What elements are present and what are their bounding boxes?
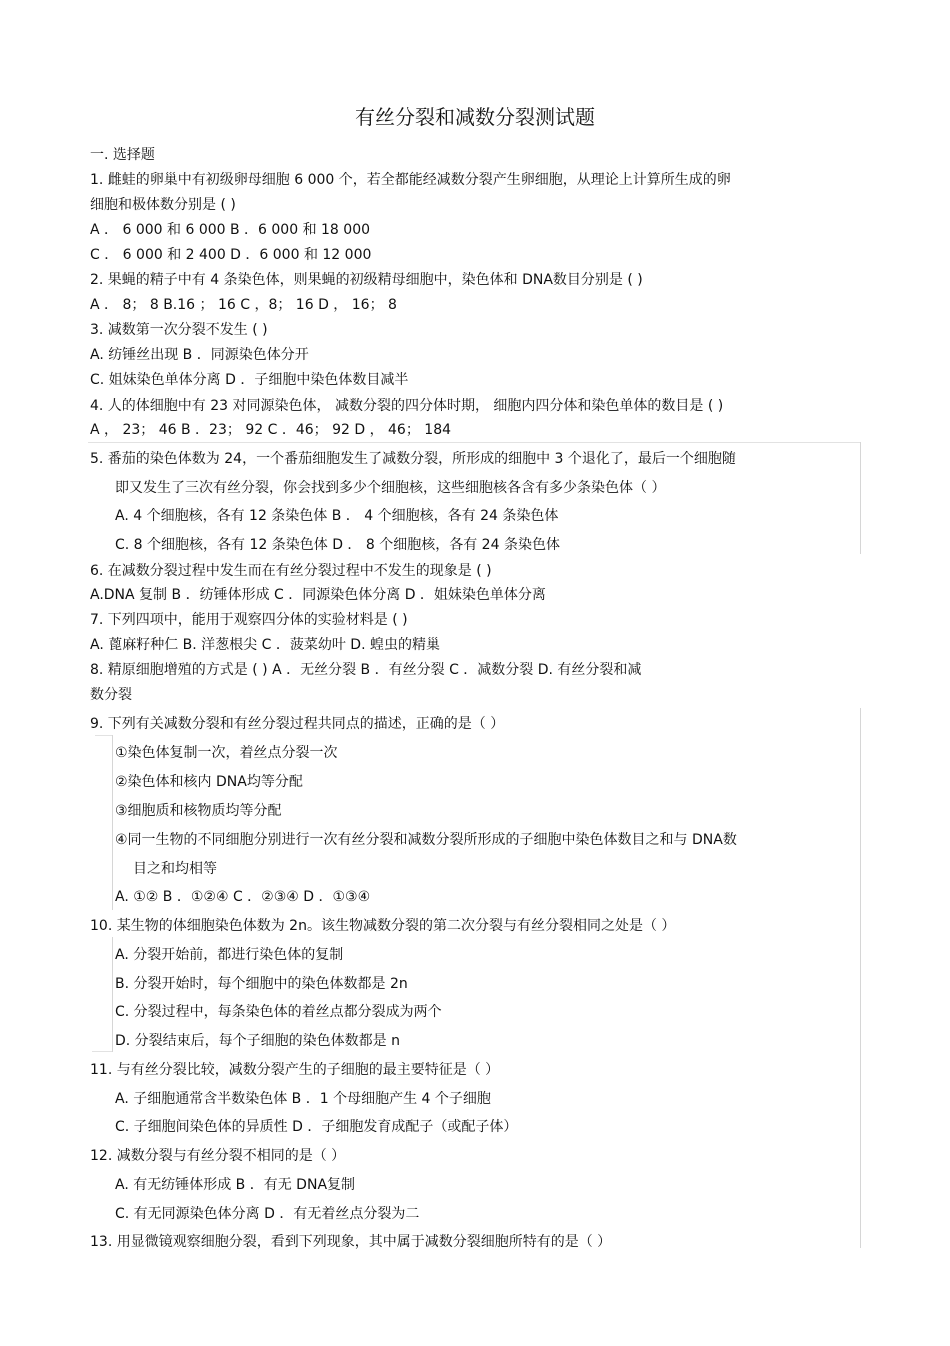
page-title: 有丝分裂和减数分裂测试题 [355,105,595,129]
frame-line-left-q10 [112,937,113,1052]
q5-stem-cont: 即又发生了三次有丝分裂，你会找到多少个细胞核，这些细胞核各含有多少条染色体（ ） [115,480,666,496]
q10-stem: 10. 某生物的体细胞染色体数为 2n。该生物减数分裂的第二次分裂与有丝分裂相同之处是（ ） [90,918,676,934]
q11-options-ab: A. 子细胞通常含半数染色体 B ．1 个母细胞产生 4 个子细胞 [115,1091,491,1107]
q8-stem-cont: 数分裂 [90,687,132,703]
q12-stem: 12. 减数分裂与有丝分裂不相同的是（ ） [90,1148,346,1164]
q3-stem: 3. 减数第一次分裂不发生 ( ) [90,322,268,338]
q10-option-a: A. 分裂开始前，都进行染色体的复制 [115,947,344,963]
q9-item-3: ③细胞质和核物质均等分配 [115,803,282,819]
frame-line-right-q9 [860,708,861,1248]
q1-stem: 1. 雌蛙的卵巢中有初级卵母细胞 6 000 个，若全都能经减数分裂产生卵细胞，从理论上计算所生成的卵 [90,172,731,188]
q12-options-cd: C. 有无同源染色体分离 D ．有无着丝点分裂为二 [115,1206,420,1222]
q1-options-cd: C ． 6 000 和 2 400 D ．6 000 和 12 000 [90,247,372,263]
q10-option-d: D. 分裂结束后，每个子细胞的染色体数都是 n [115,1033,401,1049]
frame-line-left-q9 [112,735,113,910]
q6-stem: 6. 在减数分裂过程中发生而在有丝分裂过程中不发生的现象是 ( ) [90,563,492,579]
q2-options: A ． 8； 8 B.16 ； 16 C ，8； 16 D ， 16； 8 [90,297,397,313]
q8-stem: 8. 精原细胞增殖的方式是 ( ) A ．无丝分裂 B ．有丝分裂 C ．减数分裂 D. 有丝分裂和减 [90,662,642,678]
section-heading: 一. 选择题 [90,147,155,163]
q12-options-ab: A. 有无纺锤体形成 B ．有无 DNA复制 [115,1177,356,1193]
q9-item-2: ②染色体和核内 DNA均等分配 [115,774,303,790]
q7-options: A. 蓖麻籽种仁 B. 洋葱根尖 C ．菠菜幼叶 D. 蝗虫的精巢 [90,637,440,653]
q9-stem: 9. 下列有关减数分裂和有丝分裂过程共同点的描述，正确的是（ ） [90,716,505,732]
q5-options-ab: A. 4 个细胞核，各有 12 条染色体 B ． 4 个细胞核，各有 24 条染色体 [115,508,559,524]
frame-tick-q9 [95,735,112,736]
q4-stem: 4. 人的体细胞中有 23 对同源染色体， 减数分裂的四分体时期， 细胞内四分体和染色单体的数目是 ( ) [90,398,724,414]
frame-tick-q10 [92,1051,112,1052]
q1-stem-cont: 细胞和极体数分别是 ( ) [90,197,236,213]
q11-stem: 11. 与有丝分裂比较，减数分裂产生的子细胞的最主要特征是（ ） [90,1062,500,1078]
q10-option-b: B. 分裂开始时，每个细胞中的染色体数都是 2n [115,976,408,992]
q5-options-cd: C. 8 个细胞核，各有 12 条染色体 D ． 8 个细胞核，各有 24 条染色体 [115,537,560,553]
q9-item-4-cont: 目之和均相等 [133,861,217,877]
q9-options: A. ①② B ．①②④ C ．②③④ D ．①③④ [115,889,371,905]
q5-stem: 5. 番茄的染色体数为 24，一个番茄细胞发生了减数分裂，所形成的细胞中 3 个退化了，最后一个细胞随 [90,451,736,467]
q11-options-cd: C. 子细胞间染色体的异质性 D ．子细胞发育成配子（或配子体） [115,1119,518,1135]
q2-stem: 2. 果蝇的精子中有 4 条染色体，则果蝇的初级精母细胞中，染色体和 DNA数目分别是 ( ) [90,272,643,288]
q4-options: A ， 23； 46 B ．23； 92 C ．46； 92 D ， 46； 184 [90,422,452,438]
q13-stem: 13. 用显微镜观察细胞分裂，看到下列现象，其中属于减数分裂细胞所特有的是（ ） [90,1234,612,1250]
q3-options-cd: C. 姐妹染色单体分离 D ．子细胞中染色体数目减半 [90,372,409,388]
q3-options-ab: A. 纺锤丝出现 B ．同源染色体分开 [90,347,309,363]
q1-options-ab: A ． 6 000 和 6 000 B ．6 000 和 18 000 [90,222,371,238]
q10-option-c: C. 分裂过程中，每条染色体的着丝点都分裂成为两个 [115,1004,442,1020]
frame-line-right-q5 [860,442,861,554]
q7-stem: 7. 下列四项中，能用于观察四分体的实验材料是 ( ) [90,612,408,628]
q9-item-1: ①染色体复制一次，着丝点分裂一次 [115,745,338,761]
q9-item-4: ④同一生物的不同细胞分别进行一次有丝分裂和减数分裂所形成的子细胞中染色体数目之和与 DNA数 [115,832,737,848]
q6-options: A.DNA 复制 B ．纺锤体形成 C ．同源染色体分离 D ．姐妹染色单体分离 [90,587,546,603]
frame-line-top-q5 [88,442,860,443]
